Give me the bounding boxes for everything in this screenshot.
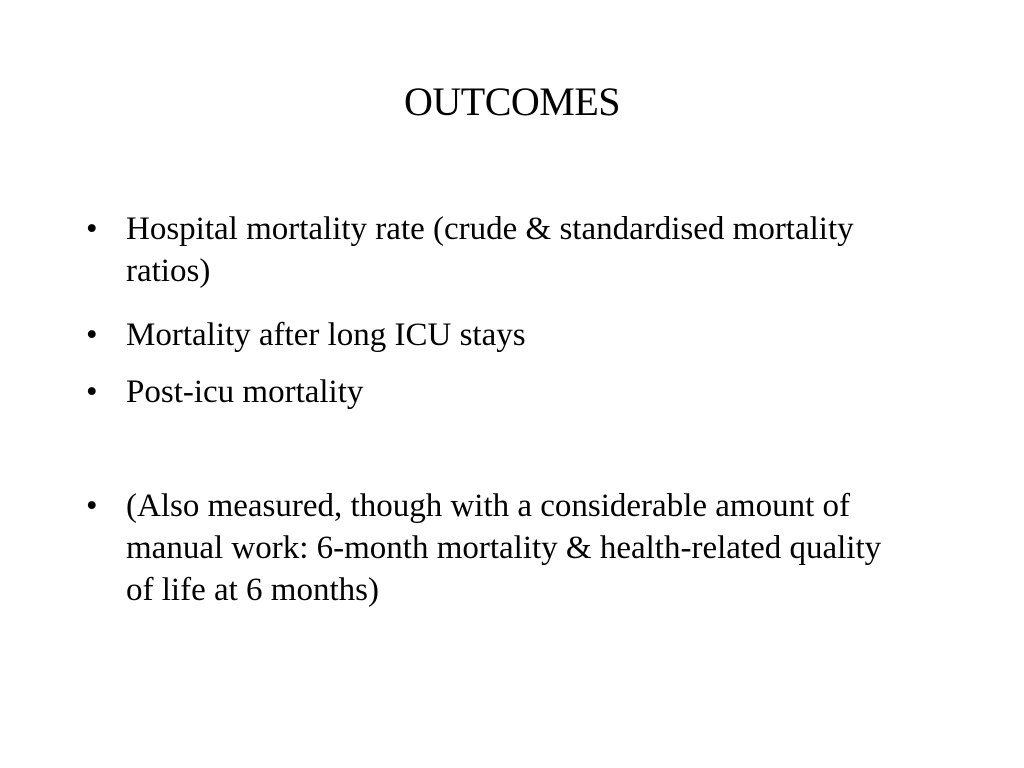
- bullet-item-hospital-mortality: [82, 208, 882, 292]
- bullet-text: Post-icu mortality: [126, 374, 364, 410]
- bullet-icon: •: [86, 211, 98, 247]
- bullet-item-long-icu-stays: [82, 314, 882, 356]
- bullet-item-also-measured: [82, 485, 882, 611]
- bullet-text: Mortality after long ICU stays: [126, 317, 526, 353]
- bullet-icon: •: [86, 317, 98, 353]
- bullet-text: (Also measured, though with a considerable amount of manual work: 6-month mortality & health-related quality of life at 6 months): [126, 488, 882, 608]
- bullet-icon: •: [86, 374, 98, 410]
- bullet-item-post-icu-mortality: [82, 371, 882, 413]
- bullet-icon: •: [86, 488, 98, 524]
- slide-title: OUTCOMES: [403, 79, 621, 124]
- bullet-text: Hospital mortality rate (crude & standardised mortality ratios): [126, 211, 854, 289]
